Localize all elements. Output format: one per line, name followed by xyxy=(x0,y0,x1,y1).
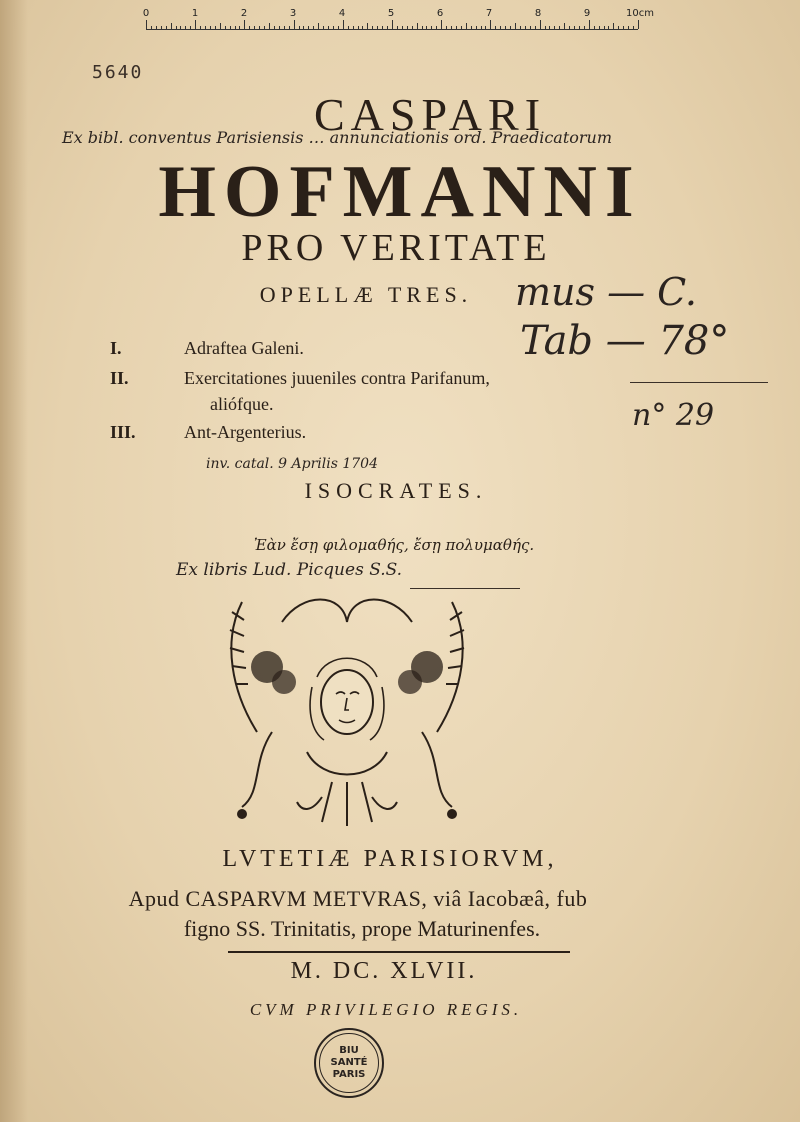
handwritten-inventory-note: inv. catal. 9 Aprilis 1704 xyxy=(206,456,378,472)
ruler-tick xyxy=(412,26,413,29)
handwritten-shelfmark-2: Tab — 78° xyxy=(520,318,730,364)
ruler-tick xyxy=(485,26,486,29)
ruler-tick xyxy=(481,26,482,29)
ruler-label: 5 xyxy=(387,8,395,19)
ruler-tick xyxy=(505,26,506,29)
ruler-tick xyxy=(490,20,491,29)
isocrates-heading: ISOCRATES. xyxy=(304,478,488,503)
ruler-tick xyxy=(461,26,462,29)
ruler-label: 1 xyxy=(191,8,199,19)
ruler-tick xyxy=(343,20,344,29)
ruler-label: 7 xyxy=(485,8,493,19)
ruler-tick xyxy=(166,26,167,29)
ruler-tick xyxy=(377,26,378,29)
ruler-tick xyxy=(579,26,580,29)
ruler-baseline xyxy=(146,29,638,30)
ruler-tick xyxy=(249,26,250,29)
ruler-tick xyxy=(235,26,236,29)
ruler-tick xyxy=(190,26,191,29)
ruler-tick xyxy=(362,26,363,29)
imprint-city: LVTETIÆ PARISIORVM, xyxy=(222,846,558,872)
ruler-label: 3 xyxy=(289,8,297,19)
ruler-tick xyxy=(618,26,619,29)
ruler-tick xyxy=(402,26,403,29)
imprint-printer: Apud CASPARVM METVRAS, viâ Iacobæâ, fub xyxy=(128,886,588,911)
handwritten-provenance: Ex bibl. conventus Parisiensis … annunciationis ord. Praedicatorum xyxy=(62,128,613,147)
ruler-tick xyxy=(220,23,221,29)
contents-text: Exercitationes juueniles contra Parifanum, xyxy=(184,368,490,388)
ruler-tick xyxy=(323,26,324,29)
contents-text: Ant-Argenterius. xyxy=(184,422,307,442)
ruler-tick xyxy=(185,26,186,29)
imprint-rule xyxy=(228,951,570,953)
ruler-tick xyxy=(436,26,437,29)
ruler-label: 4 xyxy=(338,8,346,19)
inventory-number: 5640 xyxy=(92,62,144,83)
ruler-tick xyxy=(289,26,290,29)
ruler-tick xyxy=(535,26,536,29)
ruler-tick xyxy=(515,23,516,29)
ruler-tick xyxy=(279,26,280,29)
ruler-tick xyxy=(308,26,309,29)
ruler-tick xyxy=(633,26,634,29)
author-last-name: HOFMANNI xyxy=(158,151,642,233)
ruler-tick xyxy=(200,26,201,29)
ruler-tick xyxy=(313,26,314,29)
ruler-tick xyxy=(259,26,260,29)
ruler-tick xyxy=(372,26,373,29)
ruler-tick xyxy=(426,26,427,29)
handwritten-shelfmark-1: mus — C. xyxy=(515,270,697,314)
ruler-tick xyxy=(604,26,605,29)
author-first-name: CASPARI xyxy=(313,89,547,140)
imprint-year: M. DC. XLVII. xyxy=(290,958,478,984)
ruler-tick xyxy=(623,26,624,29)
ruler-tick xyxy=(608,26,609,29)
ruler-tick xyxy=(328,26,329,29)
ink-rule xyxy=(630,382,768,383)
royal-privilege: CVM PRIVILEGIO REGIS. xyxy=(249,1000,523,1019)
ruler-tick xyxy=(176,26,177,29)
ruler-tick xyxy=(299,26,300,29)
stamp-line: PARIS xyxy=(332,1069,366,1080)
ruler-tick xyxy=(466,23,467,29)
ruler-tick xyxy=(451,26,452,29)
ruler-tick xyxy=(180,26,181,29)
ruler-tick xyxy=(284,26,285,29)
ruler-tick xyxy=(520,26,521,29)
ruler-tick xyxy=(569,26,570,29)
work-subtitle: OPELLÆ TRES. xyxy=(259,282,473,307)
ruler-tick xyxy=(407,26,408,29)
ruler-tick xyxy=(205,26,206,29)
ruler-tick xyxy=(589,20,590,29)
ruler-tick xyxy=(392,20,393,29)
ruler-tick xyxy=(456,26,457,29)
ruler-tick xyxy=(574,26,575,29)
ruler-tick xyxy=(397,26,398,29)
contents-text: aliófque. xyxy=(210,394,274,414)
contents-text: Adraftea Galeni. xyxy=(184,338,304,358)
ruler-label: 9 xyxy=(583,8,591,19)
ruler-tick xyxy=(545,26,546,29)
ruler-tick xyxy=(161,26,162,29)
ruler-tick xyxy=(549,26,550,29)
ruler-tick xyxy=(210,26,211,29)
ruler-tick xyxy=(294,20,295,29)
ruler-label: 0 xyxy=(142,8,150,19)
ruler-tick xyxy=(471,26,472,29)
greek-motto: Ἐὰν ἔσῃ φιλομαθής, ἔσῃ πολυμαθής. xyxy=(253,536,535,554)
ruler-tick xyxy=(638,20,639,29)
ruler-tick xyxy=(303,26,304,29)
ruler-tick xyxy=(584,26,585,29)
ruler-tick xyxy=(156,26,157,29)
contents-number: I. xyxy=(110,338,122,358)
ruler-tick xyxy=(348,26,349,29)
ruler-tick xyxy=(353,26,354,29)
ruler-tick xyxy=(225,26,226,29)
ruler-tick xyxy=(495,26,496,29)
ruler-tick xyxy=(422,26,423,29)
ruler-tick xyxy=(230,26,231,29)
ruler-tick xyxy=(387,26,388,29)
ruler-tick xyxy=(594,26,595,29)
ruler-tick xyxy=(146,20,147,29)
ruler-tick xyxy=(244,20,245,29)
contents-number: III. xyxy=(110,422,136,442)
ruler-tick xyxy=(530,26,531,29)
ruler-label: 8 xyxy=(534,8,542,19)
ruler-tick xyxy=(510,26,511,29)
ruler-tick xyxy=(195,20,196,29)
ruler-tick xyxy=(358,26,359,29)
stamp-line: SANTÉ xyxy=(330,1057,368,1068)
handwritten-shelfmark-3: n° 29 xyxy=(632,398,715,433)
ruler-tick xyxy=(333,26,334,29)
ruler-label: 10cm xyxy=(626,8,654,19)
ruler-tick xyxy=(559,26,560,29)
library-stamp-inner xyxy=(319,1033,379,1093)
contents-number: II. xyxy=(110,368,129,388)
ruler-tick xyxy=(599,26,600,29)
ruler-label: 6 xyxy=(436,8,444,19)
ruler-tick xyxy=(446,26,447,29)
ruler-tick xyxy=(417,23,418,29)
imprint-address: figno SS. Trinitatis, prope Maturinenfes. xyxy=(183,916,541,941)
ruler-tick xyxy=(367,23,368,29)
library-stamp xyxy=(314,1028,384,1098)
ruler-tick xyxy=(215,26,216,29)
ruler-tick xyxy=(338,26,339,29)
ruler-tick xyxy=(441,20,442,29)
ruler-tick xyxy=(382,26,383,29)
ruler-tick xyxy=(171,23,172,29)
handwritten-ex-libris: Ex libris Lud. Picques S.S. xyxy=(176,560,403,580)
ruler-tick xyxy=(525,26,526,29)
ruler-label: 2 xyxy=(240,8,248,19)
ruler-tick xyxy=(628,26,629,29)
ruler-tick xyxy=(318,23,319,29)
ruler-tick xyxy=(254,26,255,29)
ruler-tick xyxy=(564,23,565,29)
ruler-tick xyxy=(476,26,477,29)
ruler-tick xyxy=(151,26,152,29)
printers-device-ornament xyxy=(212,582,482,832)
ruler-tick xyxy=(239,26,240,29)
measurement-ruler xyxy=(140,4,660,34)
ruler-tick xyxy=(274,26,275,29)
work-title: PRO VERITATE xyxy=(241,227,551,269)
ruler-tick xyxy=(264,26,265,29)
ruler-tick xyxy=(613,23,614,29)
ruler-tick xyxy=(554,26,555,29)
stamp-line: BIU xyxy=(339,1045,359,1056)
ruler-tick xyxy=(431,26,432,29)
ruler-tick xyxy=(500,26,501,29)
ruler-tick xyxy=(540,20,541,29)
ruler-tick xyxy=(269,23,270,29)
